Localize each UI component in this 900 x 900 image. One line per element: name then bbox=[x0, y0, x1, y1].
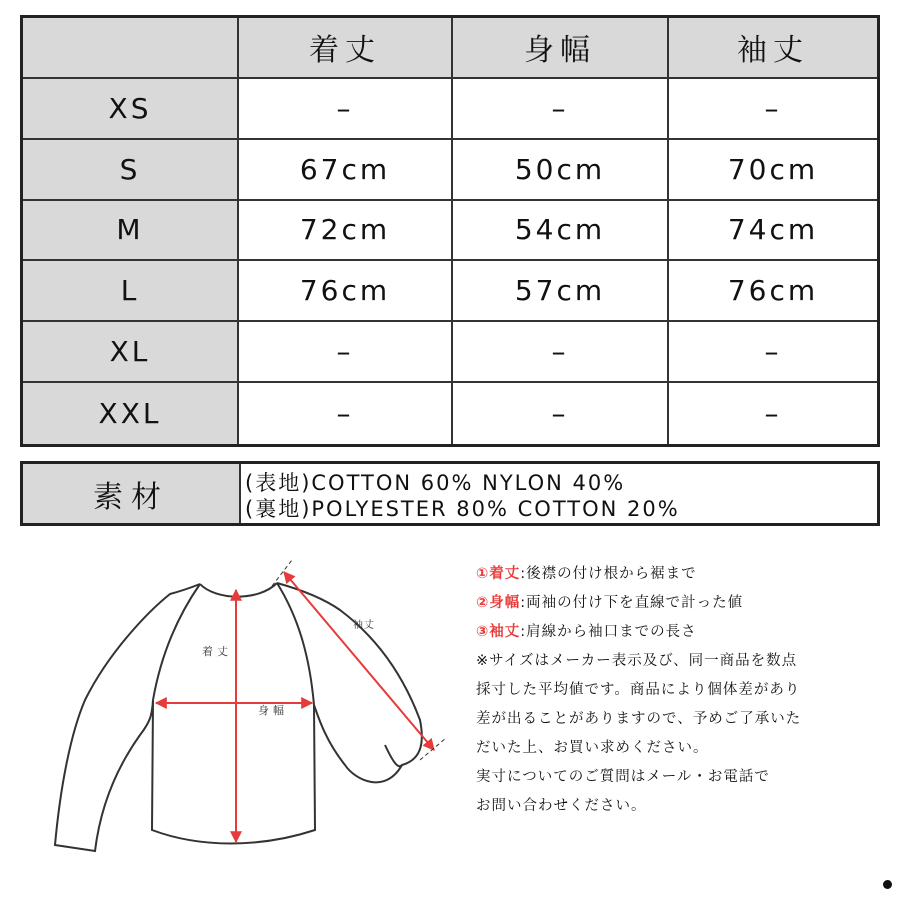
disclaimer-line: 採寸した平均値です。商品により個体差があり bbox=[476, 682, 801, 698]
note-length bbox=[476, 560, 896, 589]
width-value: – bbox=[453, 79, 669, 140]
sleeve-value: 76cm bbox=[669, 261, 877, 322]
sleeve-value: – bbox=[764, 397, 782, 431]
length-value: – bbox=[239, 79, 453, 140]
width-value: – bbox=[453, 322, 669, 383]
note-text: :肩線から袖口までの長さ bbox=[520, 624, 697, 640]
size-label: XS bbox=[23, 79, 239, 140]
size-label: S bbox=[23, 140, 239, 201]
sleeve-value: 74cm bbox=[669, 201, 877, 262]
width-value: 54cm bbox=[453, 201, 669, 262]
sleeve-value: – bbox=[669, 322, 877, 383]
sleeve-label: 袖丈 bbox=[353, 620, 375, 631]
contact-line: 実寸についてのご質問はメール・お電話で bbox=[476, 769, 770, 785]
width-value: 50cm bbox=[453, 140, 669, 201]
measure-arrows bbox=[156, 572, 434, 842]
size-label: XXL bbox=[23, 383, 239, 444]
width-value: – bbox=[453, 383, 669, 444]
contact-line: お問い合わせください。 bbox=[476, 798, 647, 814]
length-value: – bbox=[239, 383, 453, 444]
measurement-notes bbox=[476, 560, 896, 821]
note-text: :両袖の付け下を直線で計った値 bbox=[520, 595, 744, 611]
note-width bbox=[476, 589, 896, 618]
length-value: – bbox=[239, 322, 453, 383]
note-text: :後襟の付け根から裾まで bbox=[520, 566, 697, 582]
length-value: 67cm bbox=[239, 140, 453, 201]
header-corner bbox=[23, 18, 239, 79]
material-box bbox=[20, 461, 880, 526]
material-lining: (裏地)POLYESTER 80% COTTON 20% bbox=[245, 497, 680, 521]
size-label: M bbox=[23, 201, 239, 262]
material-outer: (表地)COTTON 60% NYLON 40% bbox=[245, 471, 626, 495]
material-lines bbox=[241, 464, 877, 523]
note-key: ①着丈 bbox=[476, 566, 521, 582]
note-sleeve bbox=[476, 618, 896, 647]
material-label: 素材 bbox=[23, 464, 241, 523]
header-sleeve: 袖丈 bbox=[669, 18, 877, 79]
garment-diagram bbox=[0, 540, 470, 900]
corner-dot bbox=[883, 880, 892, 889]
length-value: 72cm bbox=[239, 201, 453, 262]
note-key: ③袖丈 bbox=[476, 624, 521, 640]
length-label: 着丈 bbox=[202, 645, 232, 658]
sleeve-value: 70cm bbox=[669, 140, 877, 201]
width-label: 身幅 bbox=[258, 704, 288, 717]
sleeve-value: – bbox=[669, 79, 877, 140]
size-table bbox=[20, 15, 880, 447]
disclaimer-line: だいた上、お買い求めください。 bbox=[476, 740, 709, 756]
width-value: 57cm bbox=[453, 261, 669, 322]
disclaimer-line: ※サイズはメーカー表示及び、同一商品を数点 bbox=[476, 653, 798, 669]
length-value: 76cm bbox=[239, 261, 453, 322]
size-label: L bbox=[23, 261, 239, 322]
note-key: ②身幅 bbox=[476, 595, 521, 611]
header-length: 着丈 bbox=[239, 18, 453, 79]
disclaimer-line: 差が出ることがありますので、予めご了承いた bbox=[476, 711, 802, 727]
size-label: XL bbox=[23, 322, 239, 383]
header-width: 身幅 bbox=[453, 18, 669, 79]
